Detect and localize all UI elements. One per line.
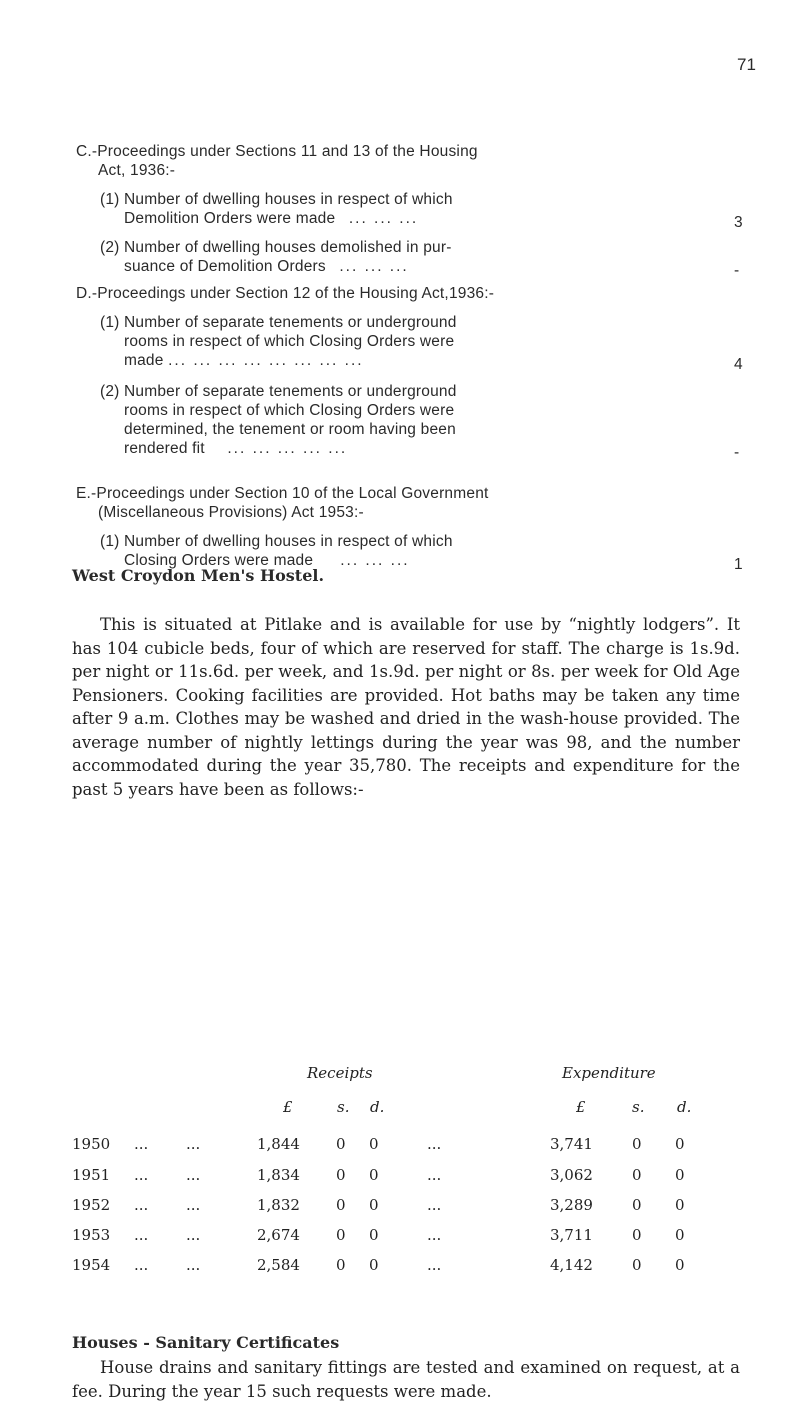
expenditure-pound-header: £: [576, 1098, 586, 1116]
section-e-heading-line2: (Miscellaneous Provisions) Act 1953:-: [98, 504, 364, 521]
expenditure-pence-cell: 0: [675, 1196, 685, 1214]
expenditure-shillings-cell: 0: [632, 1226, 642, 1244]
section-d-item-1: [76, 313, 743, 373]
section-d-heading: D.-Proceedings under Section 12 of the Housing Act,1936:-: [76, 285, 495, 302]
expenditure-pound-cell: 4,142: [550, 1256, 593, 1274]
section-c: [76, 142, 743, 279]
receipts-pound-cell: 2,674: [257, 1226, 300, 1244]
leader-dots: ...: [186, 1196, 201, 1214]
section-d-item-2: [76, 382, 740, 461]
section-e-heading-line1: E.-Proceedings under Section 10 of the Local Government: [76, 485, 489, 502]
item-text: suance of Demolition Orders: [124, 258, 326, 275]
expenditure-shillings-cell: 0: [632, 1135, 642, 1153]
expenditure-pound-cell: 3,289: [550, 1196, 593, 1214]
leader-dots: ...: [427, 1196, 442, 1214]
receipts-shillings-cell: 0: [336, 1226, 346, 1244]
leader-dots: ...: [134, 1166, 149, 1184]
item-text: Number of separate tenements or underground: [124, 314, 457, 331]
item-number: (1): [100, 314, 120, 331]
leader-dots: ... ... ...: [339, 258, 409, 275]
leader-dots: ... ... ... ... ...: [227, 440, 348, 457]
leader-dots: ...: [134, 1135, 149, 1153]
page-number: 71: [737, 55, 756, 74]
item-text: Closing Orders were made: [124, 552, 314, 569]
leader-dots: ...: [186, 1256, 201, 1274]
section-c-item-1: [76, 190, 743, 231]
section-e-item-1: [76, 532, 743, 573]
section-c-heading-line1: C.-Proceedings under Sections 11 and 13 of the Housing: [76, 143, 478, 160]
expenditure-shillings-header: s.: [632, 1098, 645, 1116]
item-text: Number of dwelling houses in respect of which: [124, 191, 453, 208]
receipts-shillings-cell: 0: [336, 1135, 346, 1153]
receipts-pound-cell: 2,584: [257, 1256, 300, 1274]
expenditure-pence-cell: 0: [675, 1166, 685, 1184]
receipts-pence-cell: 0: [369, 1256, 379, 1274]
expenditure-pence-cell: 0: [675, 1135, 685, 1153]
hostel-heading: West Croydon Men's Hostel.: [72, 566, 325, 585]
receipts-shillings-cell: 0: [336, 1196, 346, 1214]
item-value: -: [734, 262, 740, 279]
leader-dots: ...: [427, 1256, 442, 1274]
hostel-paragraph-text: This is situated at Pitlake and is available for use by “nightly lodgers”. It has 104 cubicle beds, four of which are reserved for staff. The charge is 1s.9d. per night or 11s.6d. per week, and 1s.9d. per night or 8s. per week for Old Age Pensioners. Cooking facilities are provided. Hot baths may be taken any time after 9 a.m. Clothes may be washed and dried in the wash-house provided. The average number of nightly lettings during the year was 98, and the number accommodated during the year 35,780. The receipts and expenditure for the past 5 years have been as follows:-: [72, 615, 740, 799]
section-c-heading-line2: Act, 1936:-: [98, 162, 176, 179]
expenditure-pence-cell: 0: [675, 1256, 685, 1274]
year-cell: 1952: [72, 1196, 111, 1214]
item-text: Demolition Orders were made: [124, 210, 336, 227]
section-e: [76, 484, 743, 573]
item-text: Number of separate tenements or underground: [124, 383, 457, 400]
leader-dots: ...: [427, 1166, 442, 1184]
receipts-pence-cell: 0: [369, 1166, 379, 1184]
leader-dots: ...: [186, 1166, 201, 1184]
section-c-item-2: [76, 238, 740, 279]
item-text: Number of dwelling houses demolished in pur-: [124, 239, 452, 256]
item-text: rooms in respect of which Closing Orders were: [124, 402, 455, 419]
receipts-pence-cell: 0: [369, 1135, 379, 1153]
section-e-heading: [76, 484, 636, 522]
receipts-header: Receipts: [307, 1064, 373, 1082]
expenditure-pound-cell: 3,741: [550, 1135, 593, 1153]
receipts-pound-cell: 1,834: [257, 1166, 300, 1184]
leader-dots: ...: [186, 1135, 201, 1153]
expenditure-pence-cell: 0: [675, 1226, 685, 1244]
leader-dots: ...: [134, 1226, 149, 1244]
receipts-pound-cell: 1,832: [257, 1196, 300, 1214]
item-number: (2): [100, 383, 120, 400]
item-value: 3: [734, 214, 743, 231]
leader-dots: ...: [134, 1256, 149, 1274]
expenditure-pound-cell: 3,062: [550, 1166, 593, 1184]
item-value: -: [734, 444, 740, 461]
leader-dots: ... ... ... ... ... ... ... ...: [168, 352, 364, 369]
leader-dots: ... ... ...: [340, 552, 410, 569]
expenditure-shillings-cell: 0: [632, 1166, 642, 1184]
expenditure-pence-header: d.: [677, 1098, 692, 1116]
item-text: made: [124, 352, 164, 369]
receipts-pound-header: £: [283, 1098, 293, 1116]
item-text: rendered fit: [124, 440, 205, 457]
item-number: (2): [100, 239, 120, 256]
sanitary-paragraph-text: House drains and sanitary fittings are tested and examined on request, at a fee. During the year 15 such requests were made.: [72, 1358, 740, 1401]
expenditure-pound-cell: 3,711: [550, 1226, 593, 1244]
section-d: [76, 284, 743, 461]
expenditure-shillings-cell: 0: [632, 1196, 642, 1214]
year-cell: 1951: [72, 1166, 111, 1184]
receipts-pence-cell: 0: [369, 1196, 379, 1214]
year-cell: 1953: [72, 1226, 111, 1244]
receipts-pence-header: d.: [370, 1098, 385, 1116]
sanitary-heading: Houses - Sanitary Certificates: [72, 1333, 340, 1352]
section-c-heading: [76, 142, 636, 180]
leader-dots: ...: [427, 1226, 442, 1244]
receipts-shillings-cell: 0: [336, 1256, 346, 1274]
leader-dots: ... ... ...: [348, 210, 419, 227]
item-text: determined, the tenement or room having been: [124, 421, 456, 438]
item-number: (1): [100, 533, 120, 550]
year-cell: 1954: [72, 1256, 111, 1274]
year-cell: 1950: [72, 1135, 111, 1153]
item-text: Number of dwelling houses in respect of which: [124, 533, 453, 550]
item-text: rooms in respect of which Closing Orders were: [124, 333, 455, 350]
item-number: (1): [100, 191, 120, 208]
item-value: 4: [734, 356, 743, 373]
receipts-pence-cell: 0: [369, 1226, 379, 1244]
receipts-shillings-cell: 0: [336, 1166, 346, 1184]
expenditure-header: Expenditure: [562, 1064, 656, 1082]
leader-dots: ...: [427, 1135, 442, 1153]
receipts-pound-cell: 1,844: [257, 1135, 300, 1153]
receipts-shillings-header: s.: [337, 1098, 350, 1116]
leader-dots: ...: [186, 1226, 201, 1244]
finance-table: [72, 1060, 740, 1280]
sanitary-paragraph: [72, 1356, 740, 1403]
hostel-paragraph: [72, 613, 740, 801]
leader-dots: ...: [134, 1196, 149, 1214]
expenditure-shillings-cell: 0: [632, 1256, 642, 1274]
item-value: 1: [734, 556, 743, 573]
